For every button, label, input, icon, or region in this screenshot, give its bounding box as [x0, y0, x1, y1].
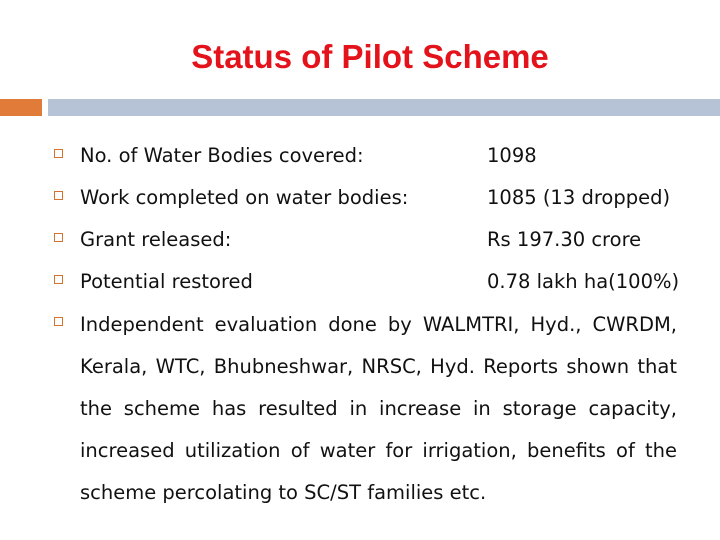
list-item-paragraph [54, 304, 694, 514]
item-value: 1085 (13 dropped) [487, 186, 671, 209]
list-item [54, 178, 694, 220]
item-value: Rs 197.30 crore [487, 228, 642, 251]
evaluation-paragraph: Independent evaluation done by WALMTRI, Hyd., CWRDM, Kerala, WTC, Bhubneshwar, NRSC, Hyd. Reports shown that the scheme has resulted in increase in storage capacity, increased utilization of water for irrigation, benefits of the scheme percolating to SC/ST families etc. [80, 313, 677, 504]
header-divider-bar [48, 99, 720, 116]
item-label: No. of Water Bodies covered: [80, 144, 364, 167]
square-bullet-icon [54, 275, 63, 284]
item-value: 0.78 lakh ha(100%) [487, 270, 680, 293]
item-value: 1098 [487, 144, 537, 167]
list-item [54, 262, 694, 304]
slide-title: Status of Pilot Scheme [191, 38, 549, 75]
bullet-list [54, 136, 694, 514]
square-bullet-icon [54, 191, 63, 200]
square-bullet-icon [54, 149, 63, 158]
square-bullet-icon [54, 317, 63, 326]
list-item [54, 136, 694, 178]
square-bullet-icon [54, 233, 63, 242]
accent-bar [0, 99, 42, 116]
item-label: Work completed on water bodies: [80, 186, 409, 209]
list-item [54, 220, 694, 262]
item-label: Potential restored [80, 270, 253, 293]
item-label: Grant released: [80, 228, 232, 251]
